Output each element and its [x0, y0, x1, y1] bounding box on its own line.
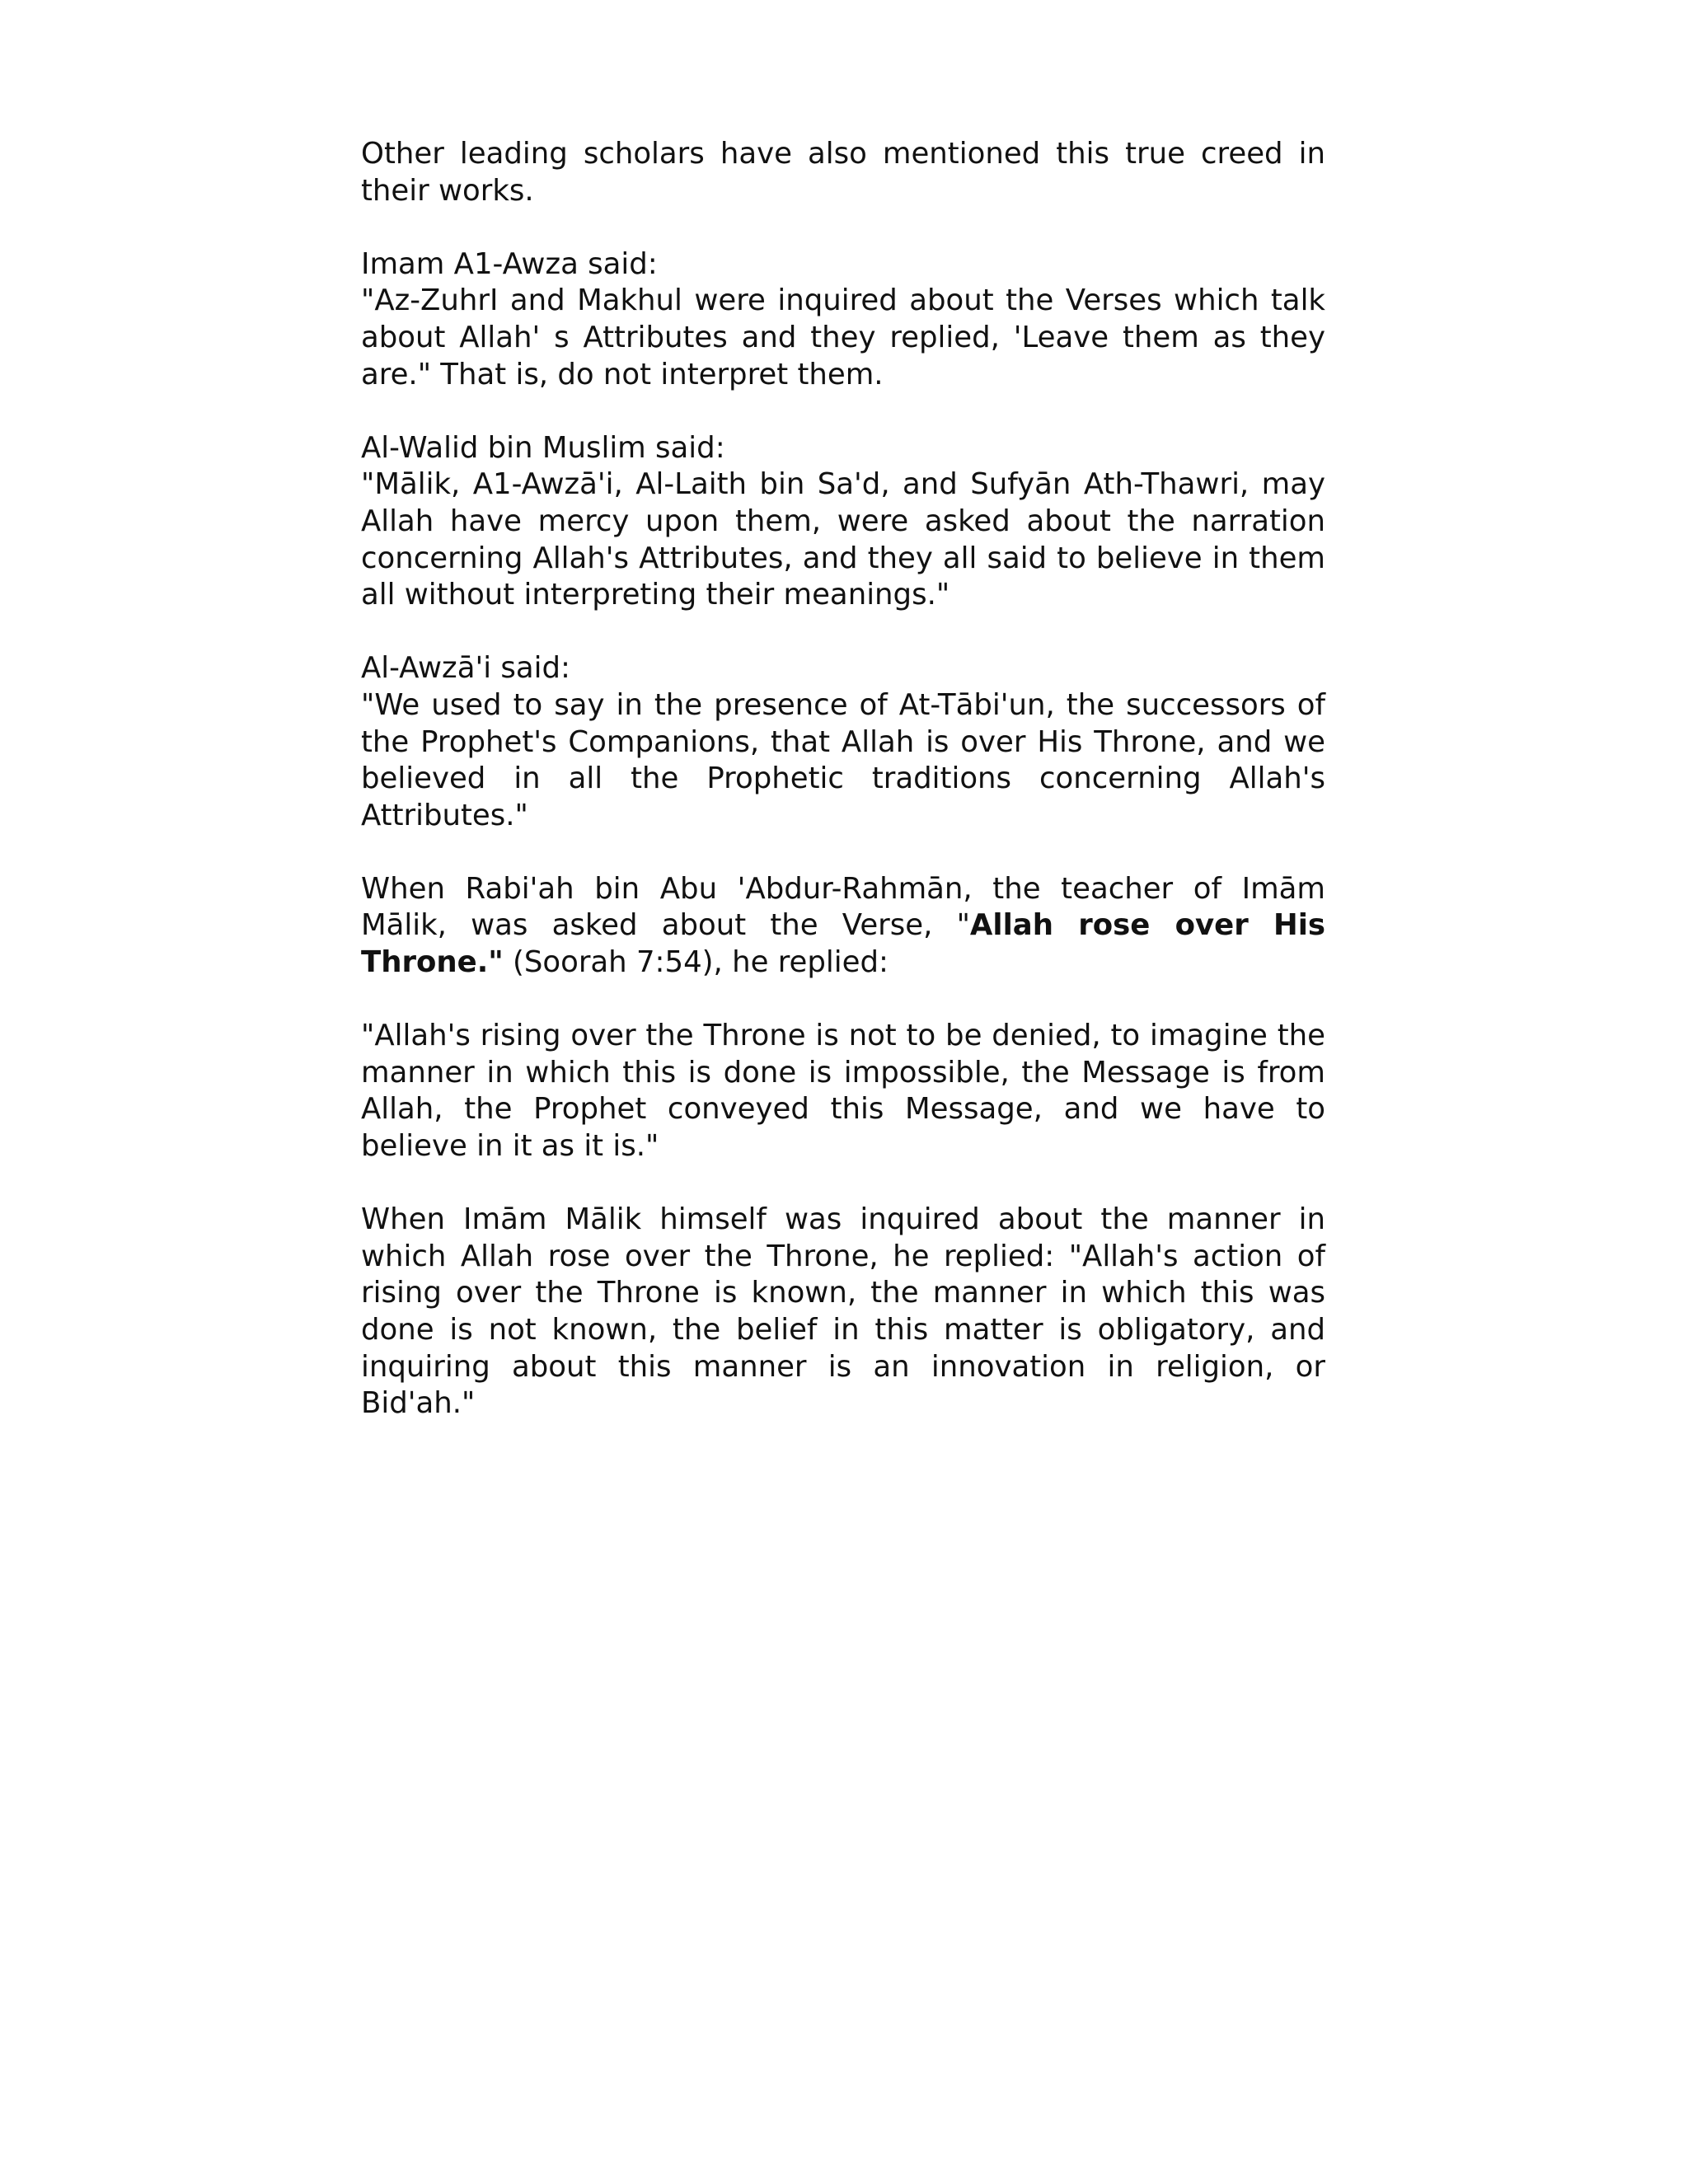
awza-heading: Imam A1-Awza said:: [361, 246, 658, 281]
awzai-quote: "We used to say in the presence of At-Tābi'un, the successors of the Prophet's Companions, that Allah is over His Throne, and we believed in all the Prophetic traditions concerning Allah's Attributes.": [361, 687, 1325, 832]
walid-heading: Al-Walid bin Muslim said:: [361, 430, 725, 465]
verse-quote-bold: Allah rose over His Throne.": [361, 908, 1325, 980]
malik-paragraph: When Imām Mālik himself was inquired about the manner in which Allah rose over the Throne, he replied: "Allah's action of rising over the Throne is known, the manner in which this was done is not known, the belief in this matter is obligatory, and inquiring about this manner is an innovation in religion, or Bid'ah.": [361, 1202, 1325, 1421]
awzai-heading: Al-Awzā'i said:: [361, 651, 570, 686]
walid-quote: "Mālik, A1-Awzā'i, Al-Laith bin Sa'd, and Sufyān Ath-Thawri, may Allah have mercy upon them, were asked about the narration concerning Allah's Attributes, and they all said to believe in them all without interpreting their meanings.": [361, 467, 1325, 612]
rabiah-reply-paragraph: "Allah's rising over the Throne is not to be denied, to imagine the manner in which this is done is impossible, the Message is from Allah, the Prophet conveyed this Message, and we have to believe in it as it is.": [361, 1019, 1325, 1164]
rabiah-text-after: (Soorah 7:54), he replied:: [503, 945, 889, 980]
page-content: [361, 136, 1325, 1459]
awzai-quote-paragraph: [361, 650, 1325, 834]
awza-quote-paragraph: [361, 246, 1325, 393]
awza-quote: "Az-ZuhrI and Makhul were inquired about the Verses which talk about Allah' s Attributes and they replied, 'Leave them as they are." That is, do not interpret them.: [361, 284, 1325, 391]
rabiah-text-before: When Rabi'ah bin Abu 'Abdur-Rahmān, the teacher of Imām Mālik, was asked about the Verse, ": [361, 871, 1325, 943]
walid-quote-paragraph: [361, 430, 1325, 614]
rabiah-paragraph: [361, 871, 1325, 982]
intro-paragraph: Other leading scholars have also mentioned this true creed in their works.: [361, 137, 1325, 208]
